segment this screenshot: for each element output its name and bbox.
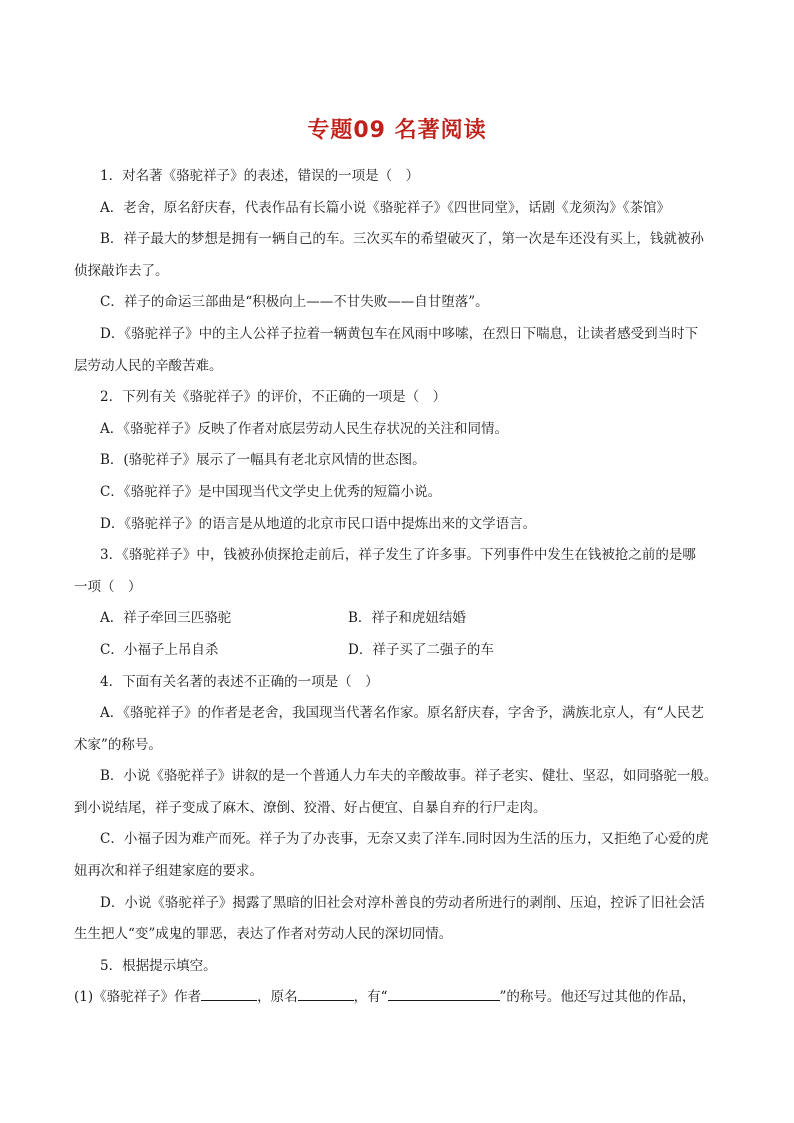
- q5-sub1-mid2: ，有“: [353, 989, 388, 1006]
- q1-stem: 1．对名著《骆驼祥子》的表述，错误的一项是（ ）: [100, 168, 420, 184]
- q2-option-b: B．(骆驼祥子》展示了一幅具有老北京风情的世态图。: [100, 452, 426, 469]
- q5-blank-title[interactable]: [388, 986, 500, 1001]
- q1-option-d: D．《骆驼祥子》中的主人公祥子拉着一辆黄包车在风雨中哆嗦，在烈日下喘息，让读者感受到当时下: [100, 325, 699, 342]
- question-list: [74, 161, 724, 1014]
- q3-options-row-2: [100, 635, 724, 667]
- q5-blank-author[interactable]: [201, 986, 257, 1001]
- q1-option-b: B．祥子最大的梦想是拥有一辆自己的车。三次买车的希望破灭了，第一次是车还没有买上，钱就被孙: [100, 231, 704, 248]
- q5-sub1: [74, 982, 724, 1014]
- q4-option-a-cont: 术家”的称号。: [74, 736, 162, 753]
- q5-sub1-mid1: ，原名: [257, 989, 298, 1006]
- q4-option-a: A．《骆驼祥子》的作者是老舍，我国现当代著名作家。原名舒庆春，字舍予，满族北京人，有“人民艺: [100, 705, 704, 722]
- q1-option-b-cont: 侦探敲诈去了。: [74, 262, 169, 279]
- q3-option-b: B．祥子和虎妞结婚: [348, 610, 466, 627]
- q1-option-c: C．祥子的命运三部曲是“积极向上——不甘失败——自甘堕落”。: [100, 294, 489, 311]
- q3-option-a: A．祥子牵回三匹骆驼: [100, 610, 232, 627]
- q2-option-c: C．《骆驼祥子》是中国现当代文学史上优秀的短篇小说。: [100, 483, 442, 500]
- q4-option-b: B．小说《骆驼祥子》讲叙的是一个普通人力车夫的辛酸故事。祥子老实、健壮、坚忍，如同骆驼一般。: [100, 768, 718, 785]
- q1-option-d-cont: 层劳动人民的辛酸苦难。: [74, 357, 223, 374]
- q3-stem: 3．《骆驼祥子》中，钱被孙侦探抢走前后，祥子发生了许多事。下列事件中发生在钱被抢之前的是哪: [100, 547, 696, 564]
- q5-stem: 5．根据提示填空。: [100, 957, 217, 974]
- q4-stem: 4．下面有关名著的表述不正确的一项是（ ）: [100, 673, 379, 690]
- q3-stem-cont: 一项（ ）: [74, 578, 142, 595]
- q1-option-a: A．老舍，原名舒庆春，代表作品有长篇小说《骆驼祥子》《四世同堂》，话剧《龙须沟》《茶馆》: [100, 199, 670, 216]
- q2-option-d: D．《骆驼祥子》的语言是从地道的北京市民口语中提炼出来的文学语言。: [100, 515, 537, 532]
- q3-options-row-1: [100, 603, 724, 635]
- q3-option-d: D．祥子买了二强子的车: [348, 641, 494, 658]
- page-title: 专题09 名著阅读: [307, 118, 487, 143]
- q4-option-d-cont: 生生把人“变”成鬼的罪恶，表达了作者对劳动人民的深切同情。: [74, 926, 453, 943]
- q2-option-a: A．《骆驼祥子》反映了作者对底层劳动人民生存状况的关注和同情。: [100, 420, 508, 437]
- q4-option-d: D．小说《骆驼祥子》揭露了黑暗的旧社会对淳朴善良的劳动者所进行的剥削、压迫，控诉了旧社会活: [100, 894, 705, 911]
- q5-sub1-prefix: (1)《骆驼祥子》作者: [74, 989, 202, 1006]
- q5-sub1-suffix: ”的称号。他还写过其他的作品，: [499, 989, 696, 1006]
- q4-option-b-cont: 到小说结尾，祥子变成了麻木、潦倒、狡滑、好占便宜、自暴自弃的行尸走肉。: [74, 799, 547, 816]
- q3-option-c: C．小福子上吊自杀: [100, 641, 219, 658]
- q4-option-c: C．小福子因为难产而死。祥子为了办丧事，无奈又卖了洋车.同时因为生活的压力，又拒绝了心爱的虎: [100, 831, 709, 848]
- q2-stem: 2．下列有关《骆驼祥子》的评价，不正确的一项是（ ）: [100, 389, 447, 406]
- q5-blank-original-name[interactable]: [298, 986, 354, 1001]
- q4-option-c-cont: 妞再次和祥子组建家庭的要求。: [74, 863, 263, 880]
